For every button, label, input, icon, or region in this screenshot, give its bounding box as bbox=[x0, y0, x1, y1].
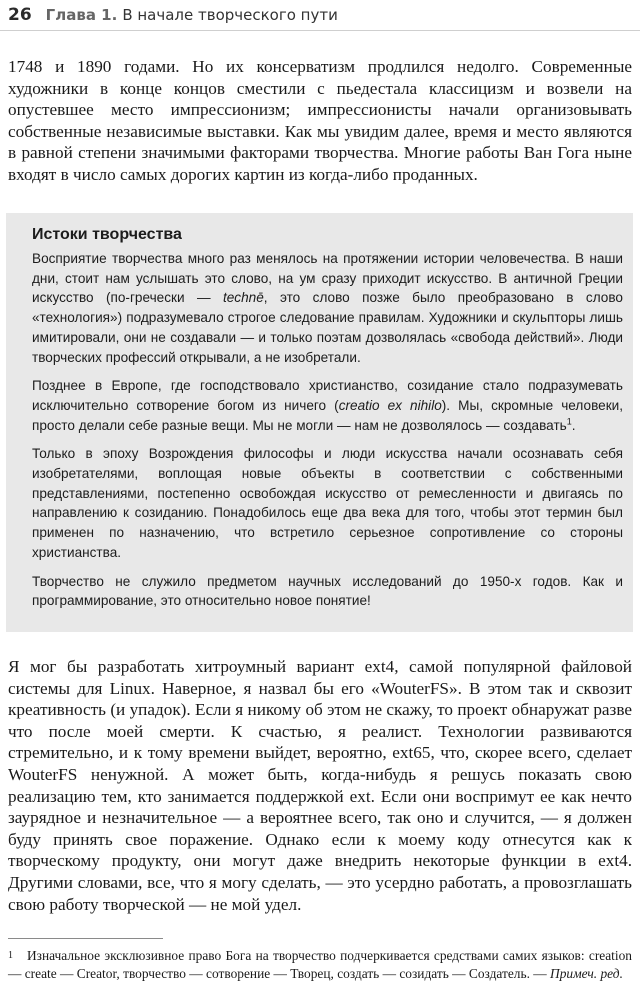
footnote-divider bbox=[8, 938, 163, 939]
sidebar-paragraph-1 bbox=[32, 249, 623, 367]
sidebar-p1-text-a: Восприятие творчества много раз менялось на протяжении истории человечества. В наши дни, стоит нам услышать это слово, на ум сразу приходит искусство. В античной Греции искусство (по-гречески — bbox=[32, 251, 623, 306]
sidebar-title: Истоки творчества bbox=[32, 226, 182, 243]
sidebar-paragraph-3: Только в эпоху Возрождения философы и люди искусства начали осознавать себя изобретателями, воплощая новые объекты в соответствии с собственными представлениями, постепенно освобождая искусство от ремесленности и двигаясь по направлению к созиданию. Понадобилось еще два века для того, чтобы этот термин был применен по назначению, что встретило серьезное сопротивление со стороны христианства. bbox=[32, 446, 623, 560]
sidebar-p2-text-b: ). Мы, скромные человеки, просто делали себе разные вещи. Мы не могли — нам не дозволялось — создавать bbox=[32, 397, 624, 433]
sidebar-paragraph-4: Творчество не служило предметом научных исследований до 1950-х годов. Как и программирование, это относительно новое понятие! bbox=[32, 573, 623, 609]
footnote bbox=[8, 947, 632, 982]
sidebar-box bbox=[6, 213, 633, 632]
sidebar-paragraph-2 bbox=[32, 376, 623, 435]
intro-paragraph: 1748 и 1890 годами. Но их консерватизм продлился недолго. Современные художники в конце концов сместили с пьедестала классицизм и возвели на опустевшее место импрессионизм; импрессионисты начали организовывать собственные независимые выставки. Как мы увидим далее, время и место являются в равной степени значимыми факторами творчества. Многие работы Ван Гога ныне входят в число самых дорогих картин из когда-либо проданных. bbox=[8, 57, 632, 184]
running-header bbox=[8, 0, 632, 30]
sidebar-p2-term: creatio ex nihilo bbox=[338, 397, 442, 413]
footnote-marker: 1 bbox=[8, 950, 13, 961]
chapter-label: Глава 1. bbox=[45, 6, 118, 24]
sidebar-p1-text-b: , это слово позже было преобразовано в слово «технология») подразумевало строгое следование правилам. Художники и скульпторы лишь имитировали, они не создавали — и только поэтам дозволялась «свобода действий». Люди творческих профессий открывали, а не изобретали. bbox=[32, 290, 623, 365]
sidebar-p2-text-a: Позднее в Европе, где господствовало христианство, созидание стало подразумевать исключительно сотворение богом из ничего ( bbox=[32, 378, 623, 413]
chapter-title: В начале творческого пути bbox=[122, 6, 338, 24]
sidebar-p2-end: . bbox=[571, 417, 576, 433]
footnote-reference[interactable]: 1 bbox=[566, 416, 572, 427]
sidebar-p1-term: technē bbox=[222, 290, 264, 306]
main-paragraph: Я мог бы разработать хитроумный вариант ext4, самой популярной файловой системы для Linux. Наверное, я назвал бы его «WouterFS». В этом так и сквозит креативность (и упадок). Если я никому об этом не скажу, то проект обнаружат разве что после моей смерти. К счастью, я реалист. Технологии развиваются стремительно, и к тому времени выйдет, вероятно, ext65, что, скорее всего, сделает WouterFS ненужной. А может быть, когда-нибудь я решусь показать свою реализацию тем, кто занимается поддержкой ext. Если они воспримут ее как нечто заурядное и незначительное — а вероятнее всего, так оно и случится, — я должен буду принять свое поражение. Однако если к моему коду отнесутся как к творческому продукту, они могут даже внедрить некоторые функции в ext4. Другими словами, все, что я могу сделать, — это усердно работать, а провозглашать свою работу творческой — не мой удел. bbox=[8, 657, 632, 914]
header-divider bbox=[0, 30, 640, 31]
footnote-editor-note: Примеч. ред. bbox=[550, 965, 623, 981]
page-number: 26 bbox=[8, 5, 32, 25]
footnote-text: Изначальное эксклюзивное право Бога на творчество подчеркивается средствами самих языков: creation — create — Creator, творчество — сотворение — Творец, создать — созидать — Создатель. — bbox=[8, 948, 632, 981]
